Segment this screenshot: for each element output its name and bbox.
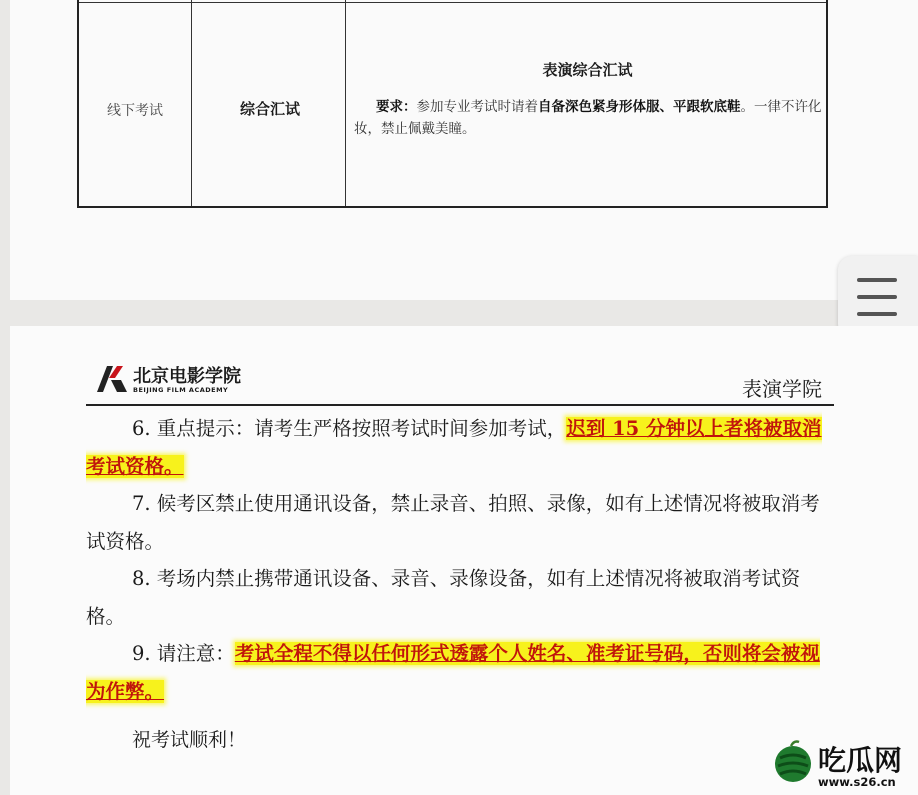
logo-chinese-name: 北京电影学院	[133, 366, 241, 387]
requirement-bold-text: 自备深色紧身形体服、平跟软底鞋	[538, 99, 741, 115]
note-item	[86, 635, 836, 710]
site-watermark	[770, 735, 918, 795]
exam-requirement	[354, 96, 828, 140]
notes-list	[86, 410, 836, 710]
table-divider	[191, 0, 192, 206]
note-text: 7. 候考区禁止使用通讯设备，禁止录音、拍照、录像，如有上述情况将被取消考试资格。	[86, 492, 820, 553]
header-rule	[86, 404, 834, 406]
note-text: 6. 重点提示：请考生严格按照考试时间参加考试，	[132, 417, 567, 440]
note-text: 8. 考场内禁止携带通讯设备、录音、录像设备，如有上述情况将被取消考试资格。	[86, 567, 801, 628]
department-name: 表演学院	[742, 377, 822, 401]
note-item	[86, 410, 836, 485]
requirement-label: 要求：	[376, 99, 417, 115]
logo-english-name: BEIJING FILM ACADEMY	[133, 386, 229, 394]
exam-table	[77, 0, 828, 208]
note-highlight: 考试全程不得以任何形式透露个人姓名、准考证号码，否则将会被视为作弊。	[86, 642, 820, 703]
watermelon-icon	[770, 738, 816, 784]
academy-logo	[95, 362, 255, 398]
watermark-url: www.s26.cn	[818, 775, 896, 789]
exam-subject-cell: 综合汇试	[239, 100, 300, 118]
note-text: 9. 请注意：	[132, 642, 235, 665]
note-highlight: 迟到 15 分钟以上者将被取消考试资格。	[86, 417, 822, 478]
watermark-text: 吃瓜网	[818, 744, 903, 777]
exam-mode-cell: 线下考试	[107, 103, 163, 119]
exam-detail-title: 表演综合汇试	[542, 61, 633, 79]
requirement-text: 参加专业考试时请着	[416, 99, 538, 115]
note-item	[86, 560, 836, 635]
bfa-logo-icon	[95, 364, 129, 394]
closing-wish: 祝考试顺利！	[132, 729, 247, 751]
requirement-text-end: 。一律不许化妆，禁止佩戴美瞳。	[354, 99, 822, 137]
note-item	[86, 485, 836, 560]
